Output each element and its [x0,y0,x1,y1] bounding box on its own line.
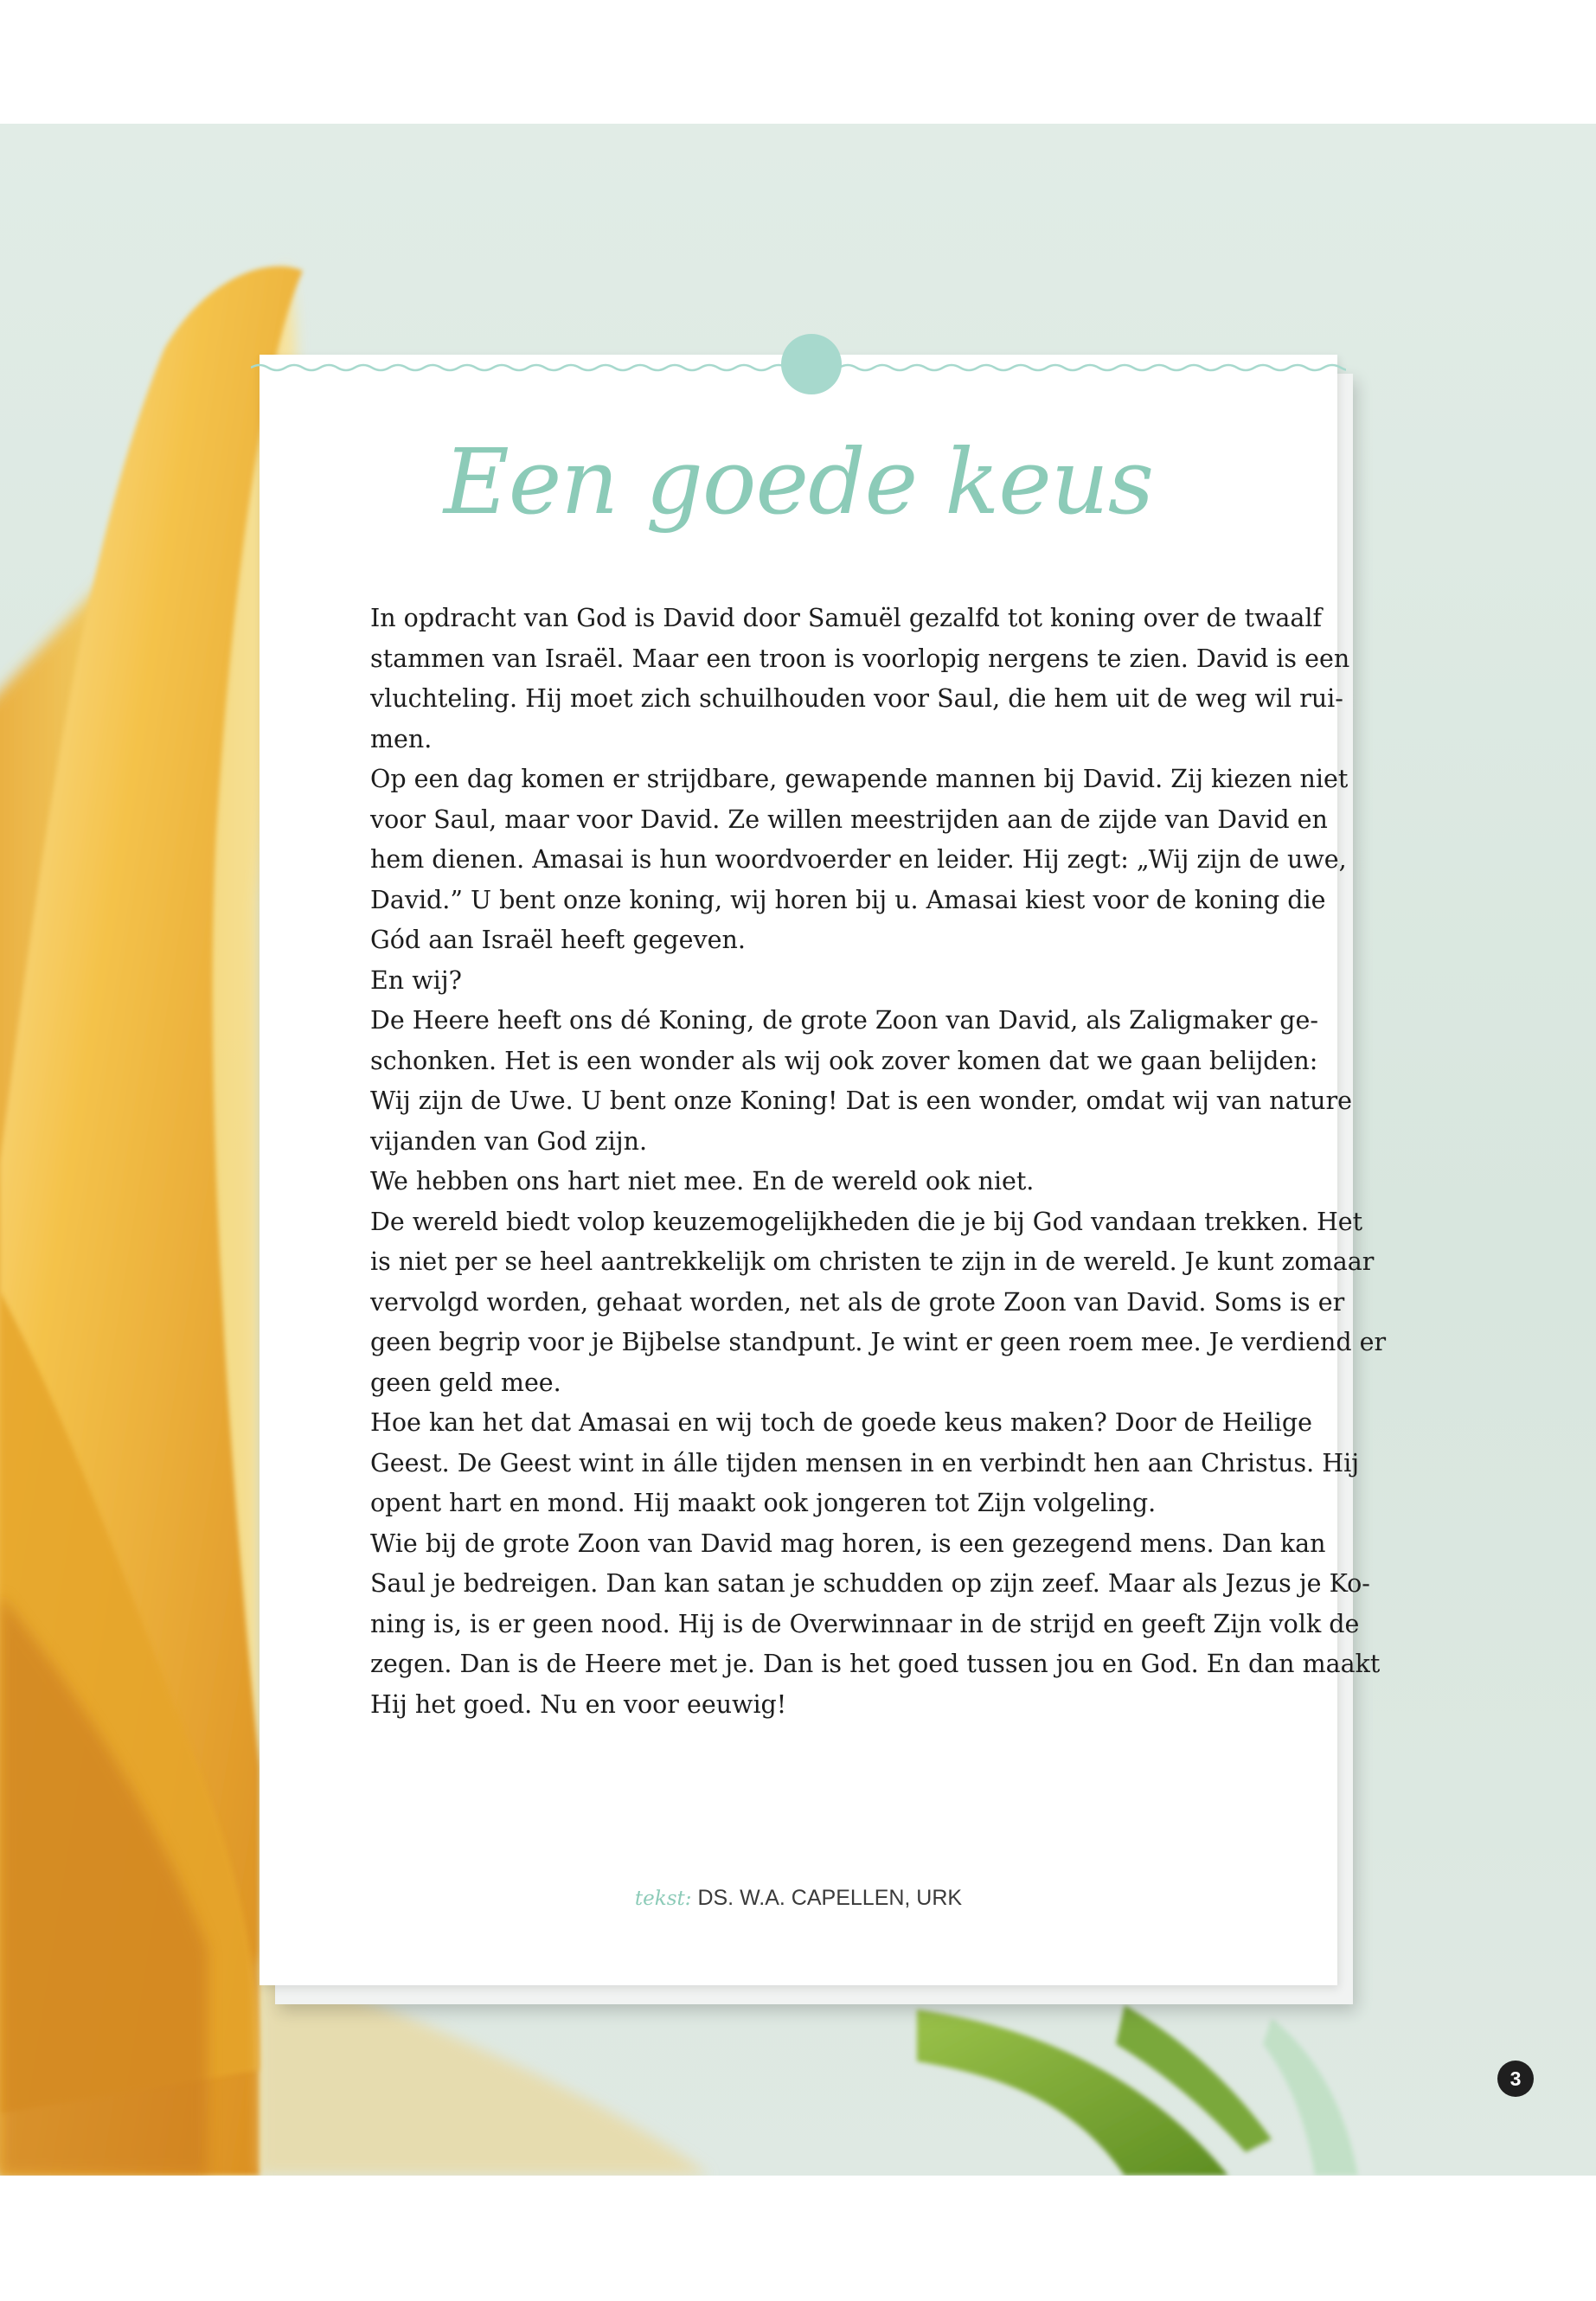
body-line: voor Saul, maar voor David. Ze willen meestrijden aan de zijde van David en [370,804,1328,834]
page-number-badge: 3 [1497,2061,1534,2097]
body-line: En wij? [370,965,462,995]
body-line: vluchteling. Hij moet zich schuilhouden voor Saul, die hem uit de weg wil rui- [370,684,1343,713]
article-body [370,599,1387,1725]
body-line: stammen van Israël. Maar een troon is voorlopig nergens te zien. David is een [370,644,1350,673]
body-line: is niet per se heel aantrekkelijk om christen te zijn in de wereld. Je kunt zomaar [370,1247,1375,1276]
body-line: geen begrip voor je Bijbelse standpunt. Je wint er geen roem mee. Je verdiend er [370,1328,1387,1356]
body-line: men. [370,724,433,753]
body-line: vervolgd worden, gehaat worden, net als de grote Zoon van David. Soms is er [370,1287,1345,1317]
body-line: Geest. De Geest wint in álle tijden mensen in en verbindt hen aan Christus. Hij [370,1448,1360,1477]
body-line: De Heere heeft ons dé Koning, de grote Zoon van David, als Zaligmaker ge- [370,1006,1318,1035]
body-line: opent hart en mond. Hij maakt ook jongeren tot Zijn volgeling. [370,1489,1157,1517]
body-line: Saul je bedreigen. Dan kan satan je schudden op zijn zeef. Maar als Jezus je Ko- [370,1569,1370,1598]
body-line: In opdracht van God is David door Samuël gezalfd tot koning over de twaalf [370,604,1323,632]
body-line: Hij het goed. Nu en voor eeuwig! [370,1689,787,1719]
teal-circle-ornament [781,334,842,394]
article-card [260,355,1387,1985]
body-line: Hoe kan het dat Amasai en wij toch de goede keus maken? Door de Heilige [370,1408,1312,1437]
body-line: Wij zijn de Uwe. U bent onze Koning! Dat is een wonder, omdat wij van nature [370,1086,1352,1115]
article-title: Een goede keus [443,429,1154,535]
body-line: zegen. Dan is de Heere met je. Dan is het goed tussen jou en God. En dan maakt [370,1650,1381,1678]
body-line: vijanden van God zijn. [370,1126,648,1156]
body-line: David.” U bent onze koning, wij horen bij u. Amasai kiest voor de koning die [370,885,1326,914]
body-line: Op een dag komen er strijdbare, gewapende mannen bij David. Zij kiezen niet [370,765,1349,793]
body-line: De wereld biedt volop keuzemogelijkheden die je bij God vandaan trekken. Het [370,1207,1363,1236]
body-line: We hebben ons hart niet mee. En de wereld ook niet. [370,1167,1035,1195]
body-line: ning is, is er geen nood. Hij is de Overwinnaar in de strijd en geeft Zijn volk de [370,1609,1360,1638]
body-line: schonken. Het is een wonder als wij ook zover komen dat we gaan belijden: [370,1046,1318,1075]
body-line: Gód aan Israël heeft gegeven. [370,926,746,954]
body-line: geen geld mee. [370,1368,561,1397]
body-line: hem dienen. Amasai is hun woordvoerder en leider. Hij zegt: „Wij zijn de uwe, [370,845,1347,874]
credit-author: DS. W.A. CAPELLEN, URK [697,1886,963,1910]
author-credit [260,1886,1337,1911]
credit-label: tekst: [634,1888,692,1910]
body-line: Wie bij de grote Zoon van David mag horen, is een gezegend mens. Dan kan [370,1529,1326,1558]
